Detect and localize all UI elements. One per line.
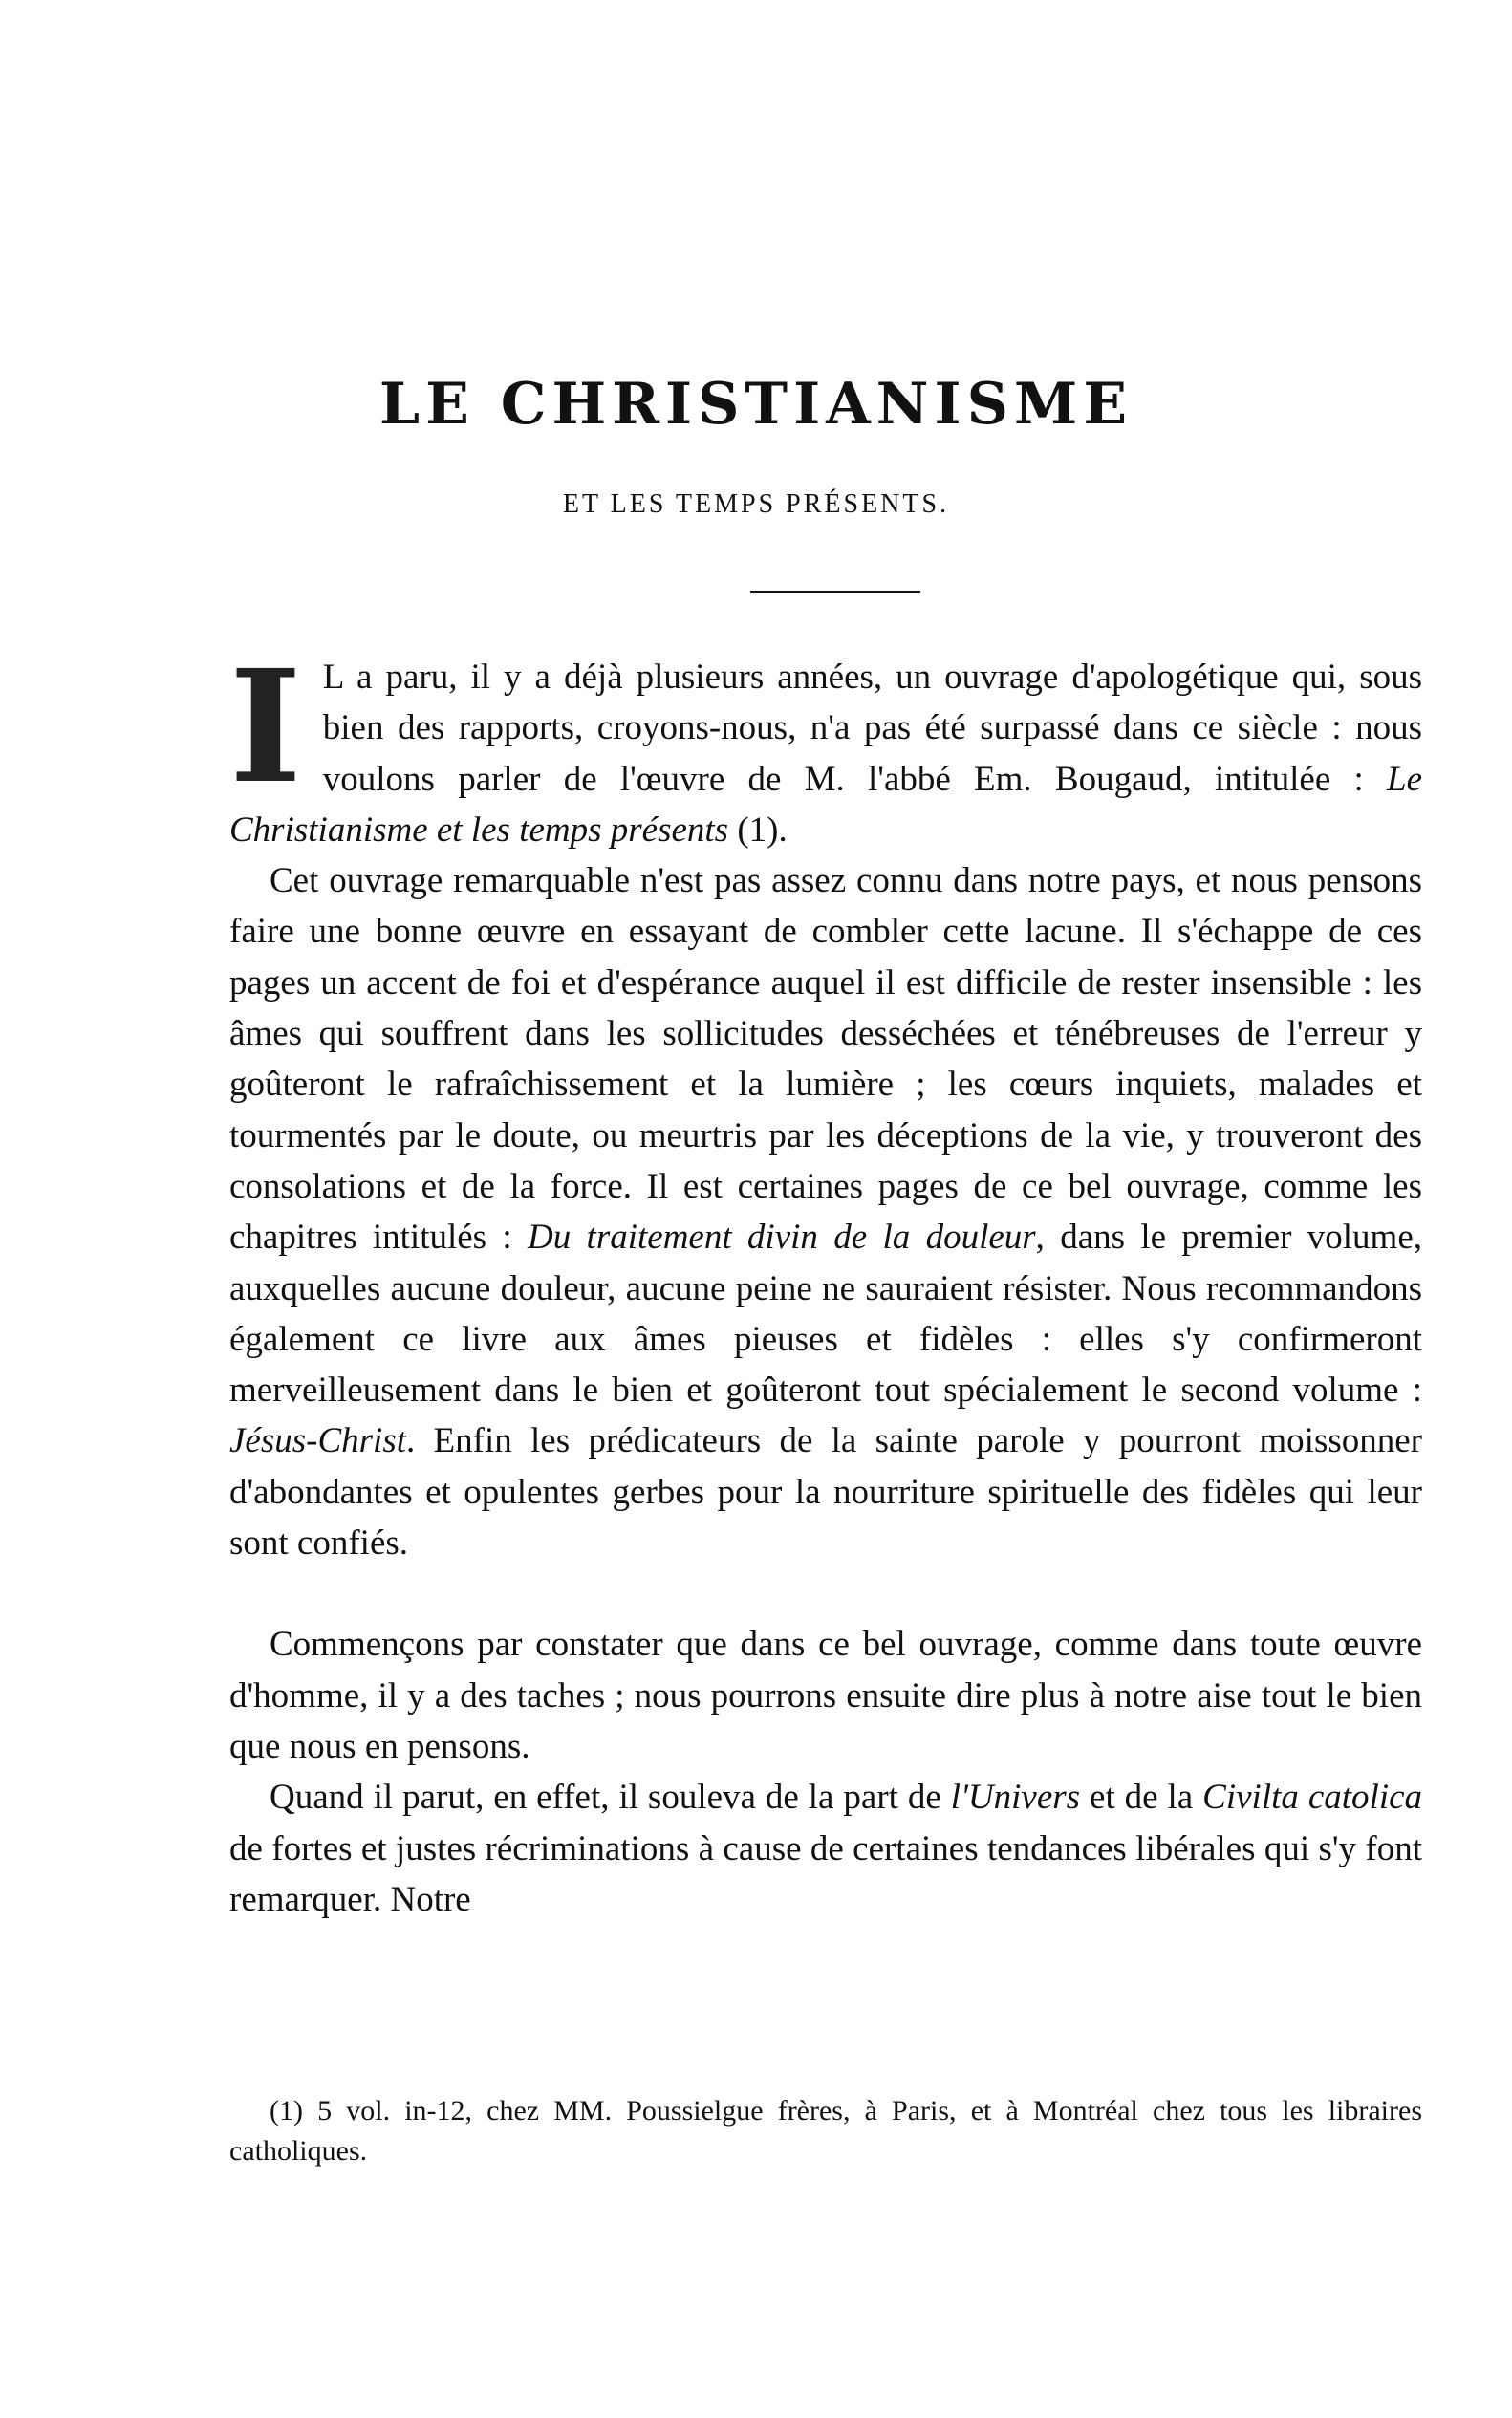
paragraph-1-text-a: L a paru, il y a déjà plusieurs années, un ouvrage d'apologétique qui, sous bien des rapports, croyons-nous, n'a pas été surpassé dans ce siècle : nous voulons parler de l'œuvre de M. l'abbé Em. Bougaud, intitulée : <box>322 658 1422 799</box>
page-title: LE CHRISTIANISME <box>378 371 1134 438</box>
footnote: (1) 5 vol. in-12, chez MM. Poussielgue frères, à Paris, et à Montréal chez tous les libraires catholiques. <box>229 2095 1422 2167</box>
journal-univers: l'Univers <box>950 1778 1081 1818</box>
paragraph-1-text-b: (1). <box>728 810 788 850</box>
paragraph-4 <box>229 1772 1422 1925</box>
journal-civilta: Civilta catolica <box>1202 1778 1423 1818</box>
article-body <box>229 637 1423 1925</box>
book-title: Le Christianisme et les temps présents <box>229 759 1422 850</box>
title-rule <box>750 591 920 593</box>
paragraph-4-text-b: et de la <box>1080 1778 1203 1818</box>
paragraph-4-text-a: Quand il parut, en effet, il souleva de la part de <box>270 1778 951 1818</box>
paragraph-2-text-a: Cet ouvrage remarquable n'est pas assez connu dans notre pays, et nous pensons faire une bonne œuvre en essayant de combler cette lacune. Il s'échappe de ces pages un accent de foi et d'espérance auquel il est difficile de rester insensible : les âmes qui souffrent dans les sollicitudes desséchées et ténébreuses de l'erreur y goûteront le rafraîchissement et la lumière ; les cœurs inquiets, malades et tourmentés par le doute, ou meurtris par les déceptions de la vie, y trouveront des consolations et de la force. Il est certaines pages de ce bel ouvrage, comme les chapitres intitulés : <box>229 861 1422 1258</box>
paragraph-2-text-c: . Enfin les prédicateurs de la sainte parole y pourront moissonner d'abondantes et opulentes gerbes pour la nourriture spirituelle des fidèles qui leur sont confiés. <box>229 1421 1422 1564</box>
paragraph-4-text-c: de fortes et justes récriminations à cause de certaines tendances libérales qui s'y font remarquer. Notre <box>229 1828 1422 1919</box>
page-subtitle: ET LES TEMPS PRÉSENTS. <box>562 489 950 519</box>
volume-title: Jésus-Christ <box>229 1421 406 1461</box>
drop-cap-letter: I <box>229 637 302 818</box>
paragraph-1 <box>229 637 1422 855</box>
paragraph-2-text-b: , dans le premier volume, auxquelles aucune douleur, aucune peine ne sauraient résister. Nous recommandons également ce livre aux âmes pieuses et fidèles : elles s'y confirmeront merveilleusement dans le bien et goûteront tout spécialement le second volume : <box>229 1218 1422 1411</box>
paragraph-3: Commençons par constater que dans ce bel ouvrage, comme dans toute œuvre d'homme, il y a des taches ; nous pourrons ensuite dire plus à notre aise tout le bien que nous en pensons. <box>229 1625 1422 1766</box>
paragraph-2 <box>229 855 1422 1568</box>
chapter-title: Du traitement divin de la douleur <box>528 1218 1036 1258</box>
